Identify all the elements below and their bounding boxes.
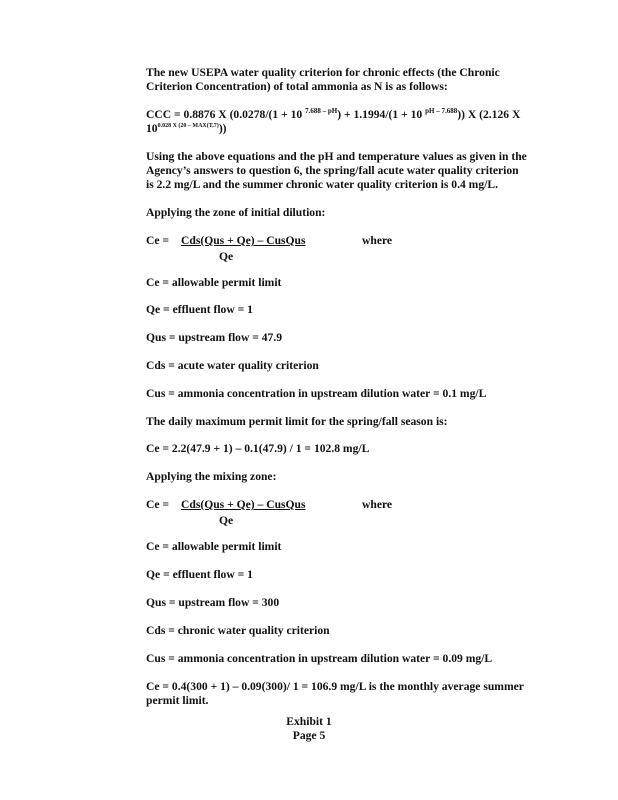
mix-result-line-2: permit limit.	[146, 694, 209, 707]
exhibit-label: Exhibit 1	[286, 715, 332, 728]
using-line-1: Using the above equations and the pH and temperature values as given in the	[146, 150, 527, 163]
mix-heading: Applying the mixing zone:	[146, 470, 277, 483]
zid-equation-lhs: Ce =	[146, 234, 170, 247]
zid-def-cus: Cus = ammonia concentration in upstream dilution water = 0.1 mg/L	[146, 387, 487, 400]
using-paragraph	[146, 150, 546, 192]
zid-equation-denominator: Qe	[219, 250, 234, 263]
zid-where-label: where	[362, 234, 393, 247]
zid-def-cds: Cds = acute water quality criterion	[146, 359, 319, 372]
mix-def-cds: Cds = chronic water quality criterion	[146, 624, 330, 637]
ccc-equation-line-1	[146, 108, 546, 122]
using-line-3: is 2.2 mg/L and the summer chronic water quality criterion is 0.4 mg/L.	[146, 178, 498, 191]
zid-def-ce: Ce = allowable permit limit	[146, 276, 282, 289]
ccc-part-b: ) + 1.1994/(1 + 10	[337, 108, 426, 121]
using-line-2: Agency’s answers to question 6, the spring/fall acute water quality criterion	[146, 164, 519, 177]
mix-result	[146, 680, 546, 708]
intro-line-1: The new USEPA water quality criterion for chronic effects (the Chronic	[146, 66, 500, 79]
ccc-exponent-1: 7.688 – pH	[305, 107, 338, 115]
page-number: Page 5	[292, 729, 326, 742]
zid-result: Ce = 2.2(47.9 + 1) – 0.1(47.9) / 1 = 102.8 mg/L	[146, 442, 370, 455]
ccc-part-a: CCC = 0.8876 X (0.0278/(1 + 10	[146, 108, 306, 121]
ccc-line2-base: 10	[146, 122, 158, 135]
ccc-equation-line-2	[146, 122, 546, 136]
mix-def-qus: Qus = upstream flow = 300	[146, 596, 280, 609]
mix-equation-lhs: Ce =	[146, 498, 170, 511]
ccc-part-c: )) X (2.126 X	[457, 108, 521, 121]
zid-heading: Applying the zone of initial dilution:	[146, 206, 326, 219]
ccc-equation	[146, 108, 546, 136]
ccc-exponent-2: pH – 7.688	[425, 107, 458, 115]
intro-paragraph	[146, 66, 546, 94]
mix-result-line-1: Ce = 0.4(300 + 1) – 0.09(300)/ 1 = 106.9 mg/L is the monthly average summer	[146, 680, 524, 693]
mix-def-cus: Cus = ammonia concentration in upstream dilution water = 0.09 mg/L	[146, 652, 493, 665]
mix-equation-numerator: Cds(Qus + Qe) – CusQus	[181, 498, 306, 511]
mix-def-ce: Ce = allowable permit limit	[146, 540, 282, 553]
zid-def-qus: Qus = upstream flow = 47.9	[146, 331, 283, 344]
intro-line-2: Criterion Concentration) of total ammonia as N is as follows:	[146, 80, 448, 93]
mix-def-qe: Qe = effluent flow = 1	[146, 568, 253, 581]
zid-def-qe: Qe = effluent flow = 1	[146, 303, 253, 316]
ccc-line2-close: ))	[218, 122, 227, 135]
mix-where-label: where	[362, 498, 393, 511]
zid-daily-statement: The daily maximum permit limit for the spring/fall season is:	[146, 415, 448, 428]
ccc-line2-exponent: 0.028 X (20 – MAX(T,7)	[157, 123, 219, 129]
mix-equation-denominator: Qe	[219, 514, 234, 527]
zid-equation-numerator: Cds(Qus + Qe) – CusQus	[181, 234, 306, 247]
